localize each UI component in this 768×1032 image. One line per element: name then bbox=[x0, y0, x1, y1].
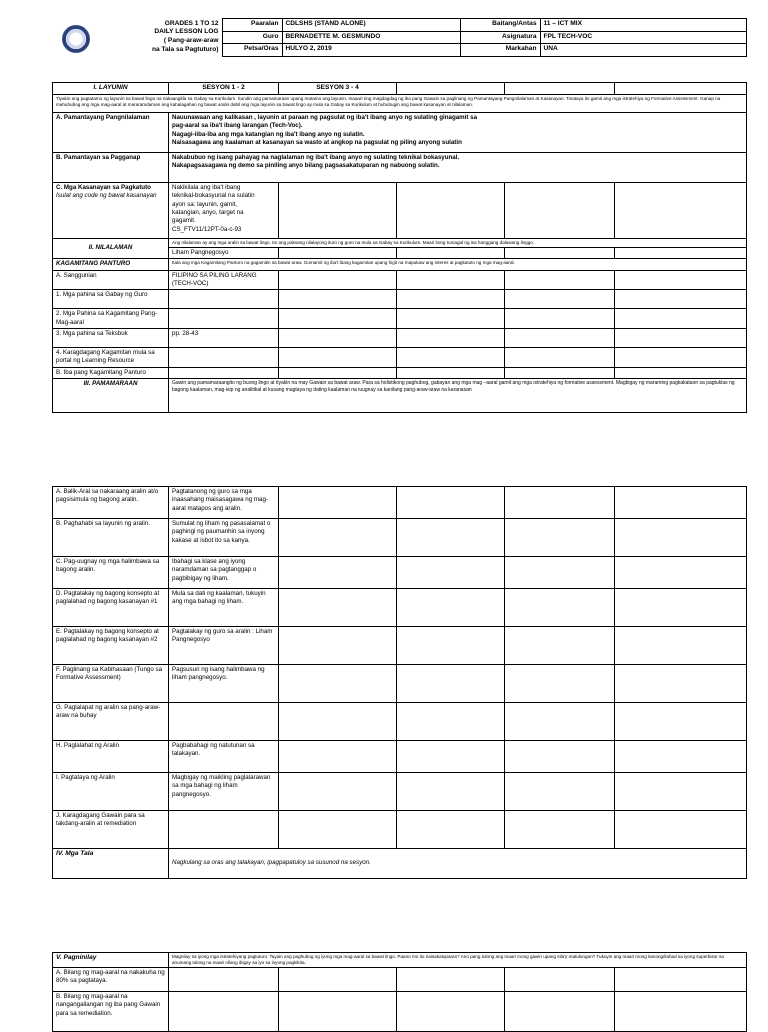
lesson-objectives-table bbox=[52, 82, 747, 413]
pag-uugnay-label: C. Pag-uugnay ng mga halimbawa sa bagong aralin. bbox=[53, 557, 169, 589]
mga-tala-label: IV. Mga Tala bbox=[53, 849, 169, 879]
header-title: GRADES 1 TO 12 DAILY LESSON LOG ( Pang-araw-araw na Tala sa Pagtuturo) bbox=[112, 19, 222, 57]
label-markahan: Markahan bbox=[460, 44, 540, 57]
kasanayan-label: C. Mga Kasanayan sa Pagkatuto Isulat ang code ng bawat kasanayan bbox=[53, 182, 169, 238]
sesyon-3-4-heading: SESYON 3 - 4 bbox=[279, 83, 397, 95]
procedure-table bbox=[52, 486, 747, 879]
pag-uugnay-value: Ibahagi sa klase ang iyong naramdaman sa pagtanggap o pagbibigay ng liham. bbox=[169, 557, 279, 589]
pamamaraan-note: Gawin ang pamamaraangito ng buong lingo at tiyakin na may Gawain sa bawat araw. Para sa holistikong paghubog, gabayan ang mga mag –aaral gamit ang mga istratehiya ng formative assessment. Magbigay ng maraming pagkakataon sa pagtuklas ng bagong kaalaman, mag-isip ng analitikal at kusang magtaya ng dating kaalaman na iuugnay sa kanilang pang-araw-araw na karanasan bbox=[169, 379, 747, 413]
kagamitan-label: KAGAMITANG PANTURO bbox=[53, 259, 169, 270]
sanggunian-label: A. Sanggunian bbox=[53, 270, 169, 290]
layunin-heading: I. LAYUNIN bbox=[53, 83, 169, 95]
layunin-instructions: Tiyakin ang pagtatamo ng layunin sa bawat lingo na nakaangkla sa Gabay sa Kurikulum. Sundin ang pamamaraan upang matamo ang layunin, maaari ring magdagdag ng iba pang Gawain sa paglinang ng Pamantayang Pangnilalaman at Kasanayan. Tinataya ito gamit ang mga istratehiya ng Formative Assessment. Ganap na mahuhubog ang mga mag-aaral at mararamdaman ang kahalagahan ng bawat aralin dahil ang mga layunin sa bawat lingo ay mula sa Gabay sa Kurikulum at huhubugin ang bawat kasanayan at nilalaman. bbox=[53, 94, 747, 112]
pamantayang-pangnilalaman-value: Nauunawaan ang kalikasan , layunin at paraan ng pagsulat ng iba't ibang anyo ng sulating ginagamit sa pag-aaral sa iba't ibang larangan (Tech-Voc). Nagagi-iiba-iba ang mga katangian ng iba't ibang anyo ng sulatin. Naisasagawa ang kaalaman at kasanayan sa wasto at angkop na pagsulat ng piling anyong sulatin bbox=[169, 112, 747, 152]
teksbuk-value: pp. 28-43 bbox=[169, 329, 279, 348]
gabay-guro-label: 1. Mga pahina sa Gabay ng Guro bbox=[53, 290, 169, 309]
label-paaralan: Paaralan bbox=[222, 19, 282, 32]
label-baitang: Baitang/Antas bbox=[460, 19, 540, 32]
sanggunian-value: FILIPINO SA PILING LARANG (TECH-VOC) bbox=[169, 270, 279, 290]
balik-aral-value: Pagtatanong ng guro sa mga inaasahang maisasagawa ng mag-aaral matapos ang aralin. bbox=[169, 487, 279, 519]
paglalapat-label: G. Paglalapat ng aralin sa pang-araw-araw na buhay bbox=[53, 703, 169, 741]
paghahabi-label: B. Paghahabi sa layunin ng aralin. bbox=[53, 519, 169, 557]
balik-aral-label: A. Balik-Aral sa nakaraang aralin at/o pagsisimula ng bagong aralin. bbox=[53, 487, 169, 519]
pamamaraan-label: III. PAMAMARAAN bbox=[53, 379, 169, 413]
value-paaralan: CDLSHS (STAND ALONE) bbox=[282, 19, 460, 32]
kasanayan-2-value: Pagtalakay ng guro sa aralin : Liham Pangnegosyo bbox=[169, 627, 279, 665]
pagninilay-label: V. Pagninilay bbox=[53, 953, 169, 968]
pagninilay-note: Magnilay sa iyong mga istratehiyang pagtuturo. Tayain ang paghubog ng iyong mga mag-aaral sa bawat lingo. Paano mo ito naisakatuparan? Ano pang tulong ang maari mong gawin upang sila'y matulungan? Tukuyin ang maari mong itanong/ilahad sa iyong superbisor sa anumang tulong na maari nilang ibigay sa iyo sa inyong pagkikita. bbox=[169, 953, 747, 968]
label-asignatura: Asignatura bbox=[460, 31, 540, 44]
learning-resource-label: 4. Karagdagang Kagamitan mula sa portal ng Learning Resource bbox=[53, 348, 169, 368]
karagdagang-gawain-label: J. Karagdagang Gawain para sa takdang-aralin at remediation bbox=[53, 811, 169, 849]
karagdagang-gawain-value bbox=[169, 811, 279, 849]
sesyon-1-2-heading: SESYON 1 - 2 bbox=[169, 83, 279, 95]
value-asignatura: FPL TECH-VOC bbox=[540, 31, 746, 44]
header-table bbox=[112, 18, 747, 57]
nilalaman-value: Liham Pangnegosyo bbox=[169, 247, 279, 258]
pamantayan-sa-pagganap-value: Nakabubuo ng isang pahayag na naglalaman ng iba't ibang anyo ng sulating teknikal bokasyunal. Nakapagsasagawa ng demo sa piniling anyo bilang pagsasakatuparan ng nabuong sulatin. bbox=[169, 152, 747, 182]
pagtataya-value: Magbigay ng maikling paglalarawan sa mga bahagi ng liham pangnegosyo. bbox=[169, 773, 279, 811]
nilalaman-note: Ang nilalaman ay ang mga aralin sa bawat lingo. Ito ang paksang nilalayong ituro ng guro na mula sa Gabay sa Kurikulum. Maari itong tumagal ng isa hanggang dalawang linggo. bbox=[169, 238, 747, 247]
mga-tala-value: Nagkulang sa oras ang talakayan, ipagpapatuloy sa susunod na sesyon. bbox=[169, 849, 747, 879]
kagamitan-note: Itala ang mga Kagamitang Panturo na gagamitin sa bawat araw. Gumamit ng iba't ibang kagamitan upang higit na mapukaw ang interes at pagkatuto ng mga mag-aaral. bbox=[169, 259, 747, 270]
kagamitang-mag-aaral-label: 2. Mga Pahina sa Kagamitang Pang-Mag-aaral bbox=[53, 309, 169, 329]
pagtataya-label: I. Pagtataya ng Aralin bbox=[53, 773, 169, 811]
bilang-80-label: A. Bilang ng mag-aaral na nakakuha ng 80% sa pagtataya. bbox=[53, 967, 169, 991]
kasanayan-1-label: D. Pagtalakay ng bagong konsepto at paglalahad ng bagong kasanayan #1 bbox=[53, 589, 169, 627]
label-petsa: Petsa/Oras bbox=[222, 44, 282, 57]
deped-seal bbox=[62, 25, 90, 53]
value-guro: BERNADETTE M. GESMUNDO bbox=[282, 31, 460, 44]
kasanayan-value: Nakikilala ang iba't ibang teknikal-bokasyunal na sulatin ayon sa: layunin, gamit, katangian, anyo, target na gagamit. CS_FTV11/12PT-0a-c-93 bbox=[169, 182, 279, 238]
kasanayan-1-value: Mula sa dati ng kaalaman, tukuyin ang mga bahagi ng liham. bbox=[169, 589, 279, 627]
paghahabi-value: Sumulat ng liham ng pasasalamat o paghingi ng paumanhin sa inyong kakase at isbot ito sa kanya. bbox=[169, 519, 279, 557]
kasanayan-2-label: E. Pagtalakay ng bagong konsepto at paglalahad ng bagong kasanayan #2 bbox=[53, 627, 169, 665]
value-petsa: HULYO 2, 2019 bbox=[282, 44, 460, 57]
label-guro: Guro bbox=[222, 31, 282, 44]
iba-pang-kagamitan-label: B. Iba pang Kagamitang Panturo bbox=[53, 367, 169, 378]
bilang-remediation-label: B. Bilang ng mag-aaral na nangangailangan ng iba pang Gawain para sa remediation. bbox=[53, 991, 169, 1031]
paglalapat-value bbox=[169, 703, 279, 741]
kabihasaan-label: F. Paglinang sa Kabihasaan (Tungo sa Formative Assessment) bbox=[53, 665, 169, 703]
value-baitang: 11 – ICT MIX bbox=[540, 19, 746, 32]
nilalaman-label: II. NILALAMAN bbox=[53, 238, 169, 258]
value-markahan: UNA bbox=[540, 44, 746, 57]
pamantayan-sa-pagganap-label: B. Pamantayan sa Pagganap bbox=[53, 152, 169, 182]
paglalahat-value: Pagbabahagi ng natutunan sa talakayan. bbox=[169, 741, 279, 773]
paglalahat-label: H. Paglalahat ng Aralin bbox=[53, 741, 169, 773]
kabihasaan-value: Pagsusuri ng isang halimbawa ng liham pangnegosyo. bbox=[169, 665, 279, 703]
reflection-table bbox=[52, 952, 747, 1032]
teksbuk-label: 3. Mga pahina sa Teksbuk bbox=[53, 329, 169, 348]
pamantayang-pangnilalaman-label: A. Pamantayang Pangnilalaman bbox=[53, 112, 169, 152]
